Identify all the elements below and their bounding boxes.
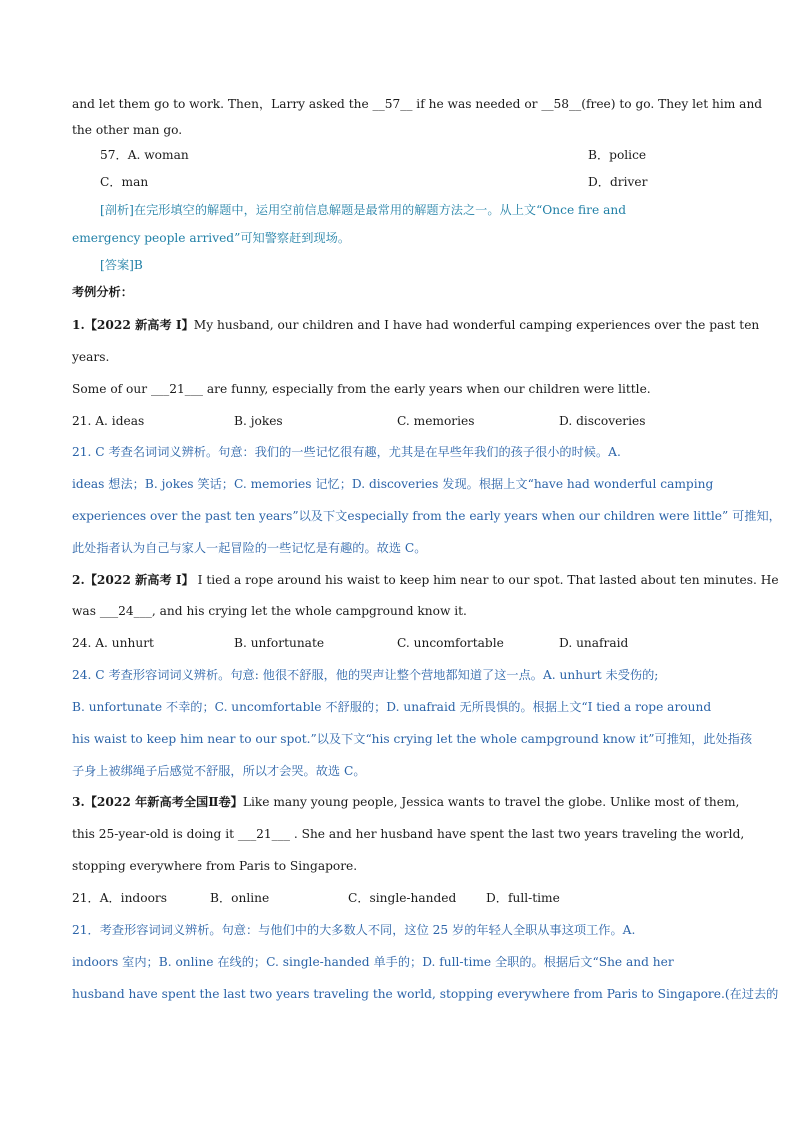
explanation-line: B. unfortunate 不幸的；C. uncomfortable 不舒服的；D. unafraid 无所畏惧的。根据上文“I tied a rope around <box>72 700 712 714</box>
example-1-line: 1.【2022 新高考 I】My husband, our children and I have had wonderful camping experiences over the past ten <box>72 318 760 332</box>
explanation-line: 21. C 考查名词词义辨析。句意：我们的一些记忆很有趣，尤其是在早些年我们的孩子很小的时候。A. <box>72 445 621 459</box>
section-title: 考例分析： <box>72 285 133 299</box>
option-b: B．online <box>210 891 270 905</box>
explanation-line: 子身上被绑绳子后感觉不舒服，所以才会哭。故选 C。 <box>72 764 366 778</box>
option-b: B. unfortunate <box>234 636 325 650</box>
example-1-line: Some of our ___21___ are funny, especially from the early years when our children were little. <box>72 382 651 396</box>
example-3-line: 3.【2022 年新高考全国Ⅱ卷】Like many young people, Jessica wants to travel the globe. Unlike most of them, <box>72 795 740 809</box>
explanation-line: 21．考查形容词词义辨析。句意：与他们中的大多数人不同，这位 25 岁的年轻人全职从事这项工作。A. <box>72 923 636 937</box>
option-a: 24. A. unhurt <box>72 636 154 650</box>
blank-24: ___24___ <box>99 604 152 618</box>
option-c: C. memories <box>397 414 475 428</box>
option-57-a: 57．A. woman <box>100 148 189 162</box>
analysis-line: emergency people arrived”可知警察赶到现场。 <box>72 231 351 245</box>
explanation-line: husband have spent the last two years traveling the world, stopping everywhere from Paris to Singapore.(在过去的 <box>72 987 779 1001</box>
option-d: D．full-time <box>486 891 560 905</box>
explanation-line: his waist to keep him near to our spot.”以及下文“his crying let the whole campground know it”可推知，此处指孩 <box>72 732 753 746</box>
option-a: 21. A. ideas <box>72 414 145 428</box>
blank-21: ___21___ <box>150 382 204 396</box>
example-2-line: 2.【2022 新高考 I】 I tied a rope around his waist to keep him near to our spot. That lasted about ten minutes. He <box>72 573 779 587</box>
example-1-line: years. <box>72 350 110 364</box>
blank-57: __57__ <box>372 97 413 111</box>
option-a: 21．A．indoors <box>72 891 167 905</box>
option-d: D. unafraid <box>559 636 629 650</box>
option-57-c: C．man <box>100 175 149 189</box>
option-b: B. jokes <box>234 414 283 428</box>
example-3-tag: 3.【2022 年新高考全国Ⅱ卷】 <box>72 795 243 809</box>
passage-line: the other man go. <box>72 123 183 137</box>
example-2-tag: 2.【2022 新高考 I】 <box>72 573 194 587</box>
option-d: D. discoveries <box>559 414 646 428</box>
analysis-line: [剖析]在完形填空的解题中，运用空前信息解题是最常用的解题方法之一。从上文“Once fire and <box>100 203 627 217</box>
answer-line: [答案]B <box>100 258 143 272</box>
explanation-line: 此处指者认为自己与家人一起冒险的一些记忆是有趣的。故选 C。 <box>72 541 427 555</box>
option-57-b: B．police <box>588 148 647 162</box>
option-c: C．single-handed <box>348 891 457 905</box>
explanation-line: experiences over the past ten years”以及下文especially from the early years when our children were little” 可推知， <box>72 509 781 523</box>
explanation-line: 24. C 考查形容词词义辨析。句意: 他很不舒服，他的哭声让整个营地都知道了这一点。A. unhurt 未受伤的; <box>72 668 659 682</box>
blank-21: ___21___ <box>237 827 290 841</box>
explanation-line: indoors 室内；B. online 在线的；C. single-handed 单手的；D. full-time 全职的。根据后文“She and her <box>72 955 674 969</box>
example-3-line: stopping everywhere from Paris to Singapore. <box>72 859 358 873</box>
passage-line: and let them go to work. Then，Larry asked the __57__ if he was needed or __58__(free) to go. They let him and <box>72 97 763 111</box>
blank-58: __58__ <box>541 97 582 111</box>
explanation-line: ideas 想法；B. jokes 笑话；C. memories 记忆；D. discoveries 发现。根据上文“have had wonderful camping <box>72 477 714 491</box>
example-1-tag: 1.【2022 新高考 I】 <box>72 318 194 332</box>
example-2-line: was ___24___, and his crying let the whole campground know it. <box>72 604 467 618</box>
example-3-line: this 25-year-old is doing it ___21___ . She and her husband have spent the last two years traveling the world, <box>72 827 745 841</box>
option-c: C. uncomfortable <box>397 636 504 650</box>
option-57-d: D．driver <box>588 175 648 189</box>
